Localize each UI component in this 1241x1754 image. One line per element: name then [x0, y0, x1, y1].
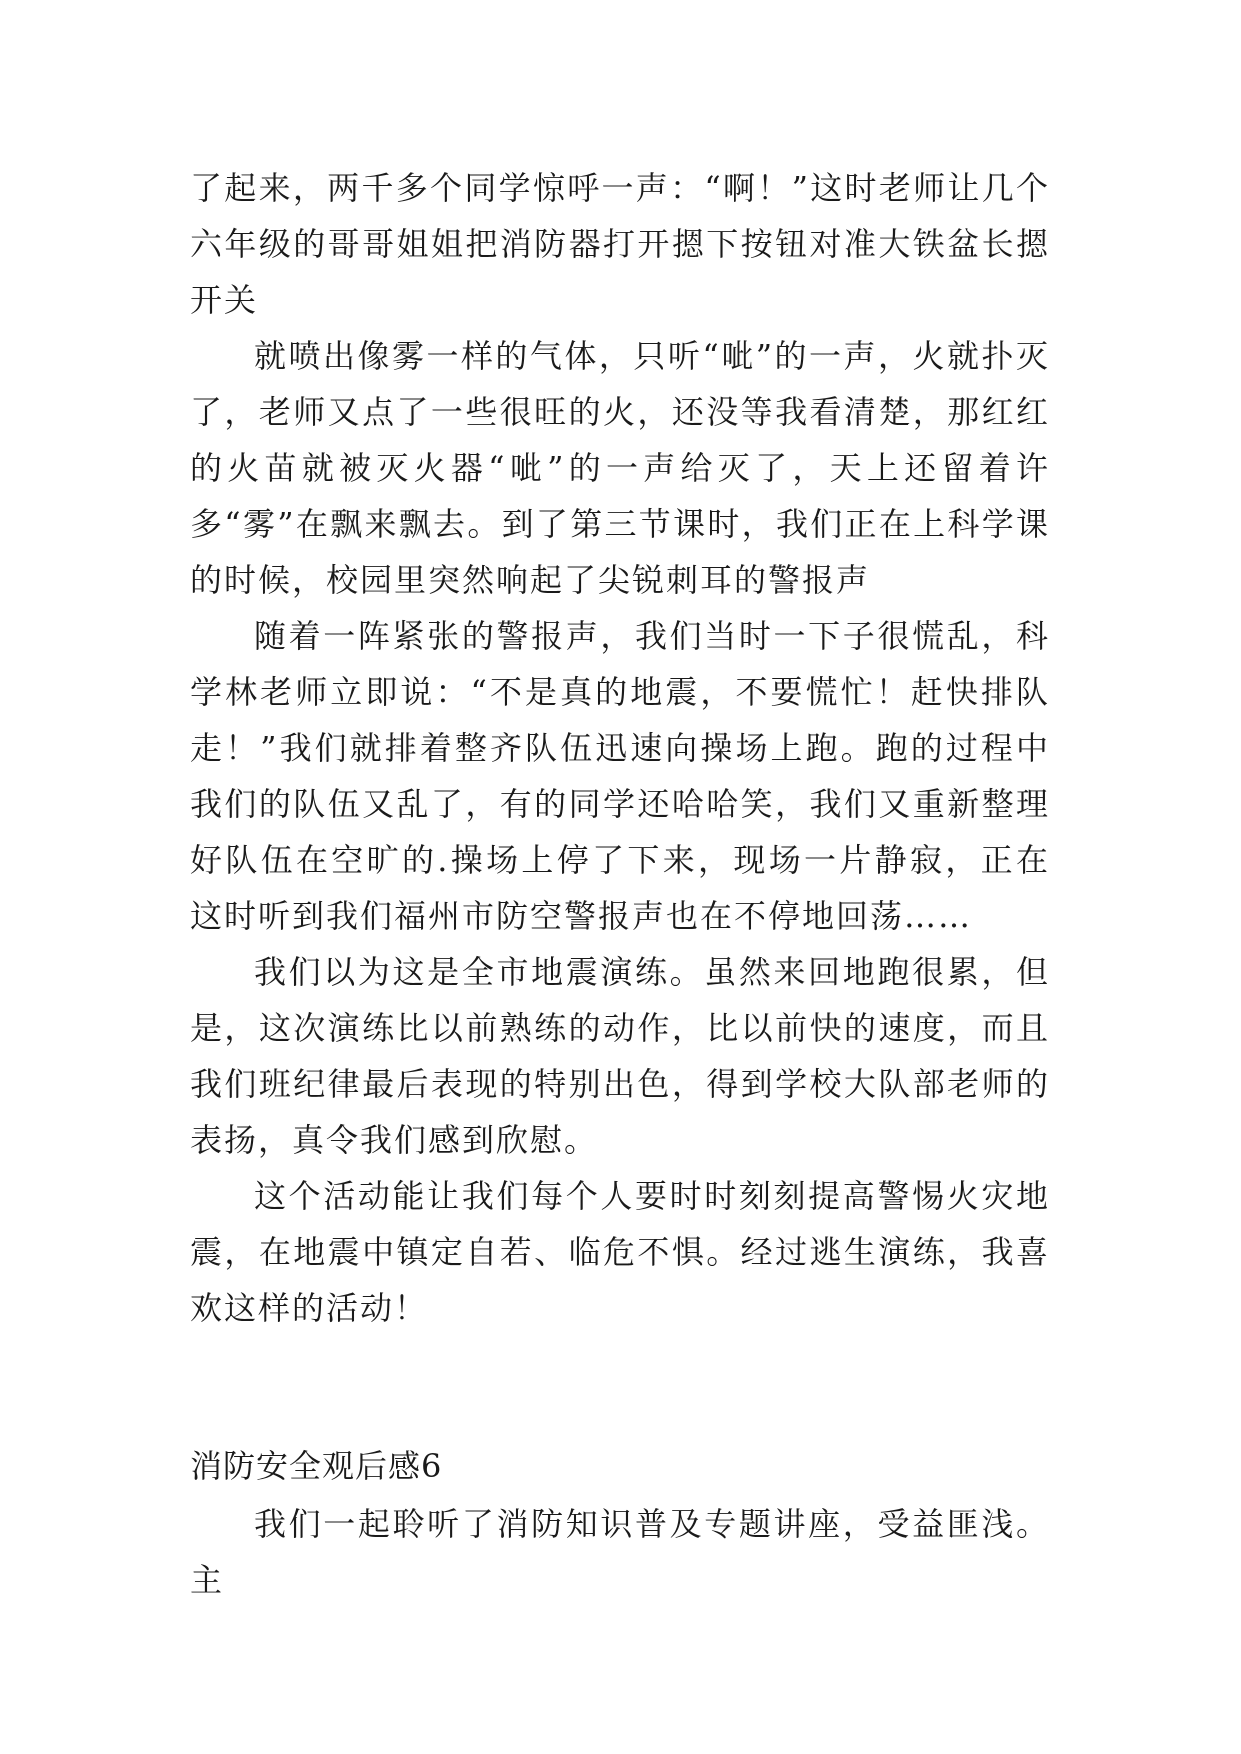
paragraph-2: 就喷出像雾一样的气体，只听“呲”的一声，火就扑灭了，老师又点了一些很旺的火，还没等我看清楚，那红红的火苗就被灭火器“呲”的一声给灭了，天上还留着许多“雾”在飘来飘去。到了第三节课时，我们正在上科学课的时候，校园里突然响起了尖锐刺耳的警报声 — [190, 337, 1050, 599]
section-title: 消防安全观后感6 — [190, 1447, 443, 1485]
paragraph-3: 随着一阵紧张的警报声，我们当时一下子很慌乱，科学林老师立即说：“不是真的地震，不要慌忙！赶快排队走！”我们就排着整齐队伍迅速向操场上跑。跑的过程中我们的队伍又乱了，有的同学还哈哈笑，我们又重新整理好队伍在空旷的.操场上停了下来，现场一片静寂，正在这时听到我们福州市防空警报声也在不停地回荡…… — [190, 617, 1050, 935]
section-body — [190, 1496, 1050, 1608]
paragraph-1: 了起来，两千多个同学惊呼一声：“啊！”这时老师让几个六年级的哥哥姐姐把消防器打开摁下按钮对准大铁盆长摁开关 — [190, 169, 1050, 319]
document-body — [190, 160, 1050, 1336]
paragraph-5: 这个活动能让我们每个人要时时刻刻提高警惕火灾地震，在地震中镇定自若、临危不惧。经过逃生演练，我喜欢这样的活动！ — [190, 1177, 1050, 1327]
paragraph-4: 我们以为这是全市地震演练。虽然来回地跑很累，但是，这次演练比以前熟练的动作，比以前快的速度，而且我们班纪律最后表现的特别出色，得到学校大队部老师的表扬，真令我们感到欣慰。 — [190, 953, 1050, 1159]
section-first-paragraph: 我们一起聆听了消防知识普及专题讲座，受益匪浅。主 — [190, 1505, 1050, 1599]
